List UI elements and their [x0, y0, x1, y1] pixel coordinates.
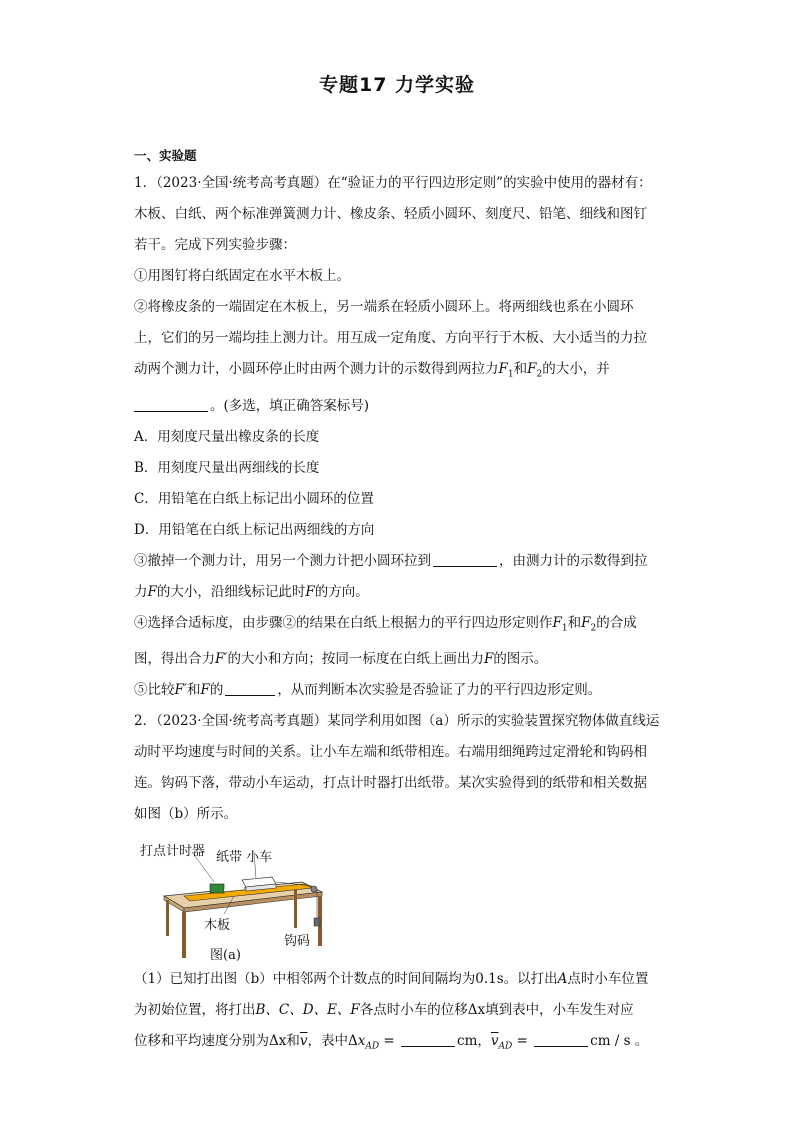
text: 动两个测力计，小圆环停止时由两个测力计的示数得到两拉力 — [134, 361, 499, 377]
answer-blank[interactable] — [225, 681, 275, 696]
force-symbol: F — [200, 682, 210, 699]
text: 力 — [134, 583, 148, 600]
force-symbol: F — [305, 583, 315, 600]
force-symbol: F — [581, 614, 591, 631]
subscript: 1 — [507, 369, 514, 380]
text: （1）已知打出图（b）中相邻两个计数点的时间间隔均为 — [134, 971, 476, 988]
q1-step2 — [134, 391, 664, 422]
velocity-symbol: $\overline{v}$ — [490, 1033, 499, 1050]
text: 的 — [209, 682, 224, 699]
q2-line: 如图（b）所示。 — [134, 806, 238, 823]
answer-blank[interactable] — [134, 397, 208, 412]
text: ④选择合适标度，由步骤②的结果在白纸上根据力的平行四边形定则作 — [134, 614, 553, 631]
subscript: 2 — [590, 623, 597, 634]
document-body — [134, 168, 664, 1063]
text: 的大小和方向；按同一标度在白纸上画出力 — [227, 651, 484, 668]
table-leg — [166, 900, 169, 936]
text: 位移和平均速度分别为Δx和 — [134, 1033, 300, 1050]
point-label: A — [557, 971, 568, 988]
text: 。以打出 — [503, 971, 558, 988]
text: 的合成 — [596, 614, 637, 631]
subscript: AD — [365, 1042, 380, 1053]
subscript: 2 — [536, 369, 543, 380]
subscript: AD — [498, 1042, 513, 1053]
force-symbol: F′ — [174, 682, 187, 699]
text: 的大小，沿细线标记此时 — [156, 583, 306, 600]
figure-caption: 图(a) — [210, 948, 241, 964]
q1-step4 — [134, 608, 664, 645]
q1-step5 — [134, 675, 664, 706]
value: 0.1s — [475, 971, 504, 988]
text: ，从而判断本次实验是否验证了力的平行四边形定则。 — [277, 682, 602, 699]
q2-part1 — [134, 1026, 664, 1063]
answer-blank[interactable] — [401, 1032, 455, 1047]
point-labels: B、C、D、E、F — [255, 1002, 360, 1019]
text: ③撤掉一个测力计，用另一个测力计把小圆环拉到 — [134, 552, 431, 569]
text: ，表中Δ — [307, 1033, 358, 1050]
q1-step2 — [134, 354, 664, 391]
hook-weight — [314, 918, 320, 926]
q1-step3 — [134, 546, 664, 577]
q1-line: 木板、白纸、两个标准弹簧测力计、橡皮条、轻质小圆环、刻度尺、铅笔、细线和图钉 — [134, 206, 647, 222]
q2-part1 — [134, 995, 664, 1026]
text: cm / s 。 — [590, 1033, 649, 1050]
text: 和 — [567, 614, 582, 631]
text: 和 — [186, 682, 201, 699]
force-symbol: F — [147, 583, 157, 600]
label-weight: 钩码 — [284, 934, 311, 950]
force-symbol: F′ — [215, 651, 228, 668]
label-tape-car: 纸带 小车 — [216, 850, 273, 866]
displacement-symbol: x — [357, 1033, 366, 1050]
force-symbol: F — [498, 361, 508, 377]
experiment-figure — [140, 834, 344, 964]
q2-line: 2．（2023·全国·统考高考真题）某同学利用如图（a）所示的实验装置探究物体做直线运 — [134, 713, 660, 730]
velocity-symbol: $\overline{v}$ — [299, 1033, 308, 1050]
q2-line: 动时平均速度与时间的关系。让小车左端和纸带相连。右端用细绳跨过定滑轮和钩码相 — [134, 744, 647, 761]
text: cm， — [457, 1033, 491, 1050]
text: 。(多选，填正确答案标号) — [210, 397, 370, 414]
force-symbol: F — [527, 361, 537, 377]
text: 的方向。 — [314, 583, 369, 600]
table-leg — [182, 912, 186, 958]
option-d: D．用铅笔在白纸上标记出两细线的方向 — [134, 521, 375, 538]
force-symbol: F — [483, 651, 494, 668]
answer-blank[interactable] — [433, 552, 497, 567]
q1-line: 若干。完成下列实验步骤： — [134, 237, 296, 253]
text: 和 — [513, 361, 528, 377]
label-board: 木板 — [204, 918, 231, 934]
label-timer: 打点计时器 — [140, 844, 206, 860]
table-leg — [294, 888, 297, 928]
page-title: 专题17 力学实验 — [318, 74, 476, 96]
q1-line: 1．（2023·全国·统考高考真题）在“验证力的平行四边形定则”的实验中使用的器材有： — [134, 175, 652, 191]
text: 的图示。 — [493, 651, 548, 668]
text: = — [512, 1033, 533, 1050]
text: ⑤比较 — [134, 682, 175, 699]
q2-line: 连。钩码下落，带动小车运动，打点计时器打出纸带。某次实验得到的纸带和相关数据 — [134, 775, 647, 792]
text: 的大小，并 — [542, 361, 610, 377]
text: 为初始位置，将打出 — [134, 1002, 256, 1019]
answer-blank[interactable] — [534, 1032, 588, 1047]
section-heading: 一、实验题 — [134, 148, 197, 163]
text: ，由测力计的示数得到拉 — [499, 552, 648, 569]
text: 点时小车位置 — [567, 971, 649, 988]
q1-step4 — [134, 644, 664, 675]
subscript: 1 — [561, 623, 568, 634]
option-b: B．用刻度尺量出两细线的长度 — [134, 459, 320, 476]
text: 图，得出合力 — [134, 651, 215, 668]
timer-device — [210, 884, 224, 893]
text: 各点时小车的位移Δx填到表中，小车发生对应 — [359, 1002, 634, 1019]
option-a: A．用刻度尺量出橡皮条的长度 — [134, 428, 320, 445]
force-symbol: F — [552, 614, 562, 631]
option-c: C．用铅笔在白纸上标记出小圆环的位置 — [134, 490, 374, 507]
q1-step3 — [134, 577, 664, 608]
q1-step1: ①用图钉将白纸固定在水平木板上。 — [134, 268, 350, 284]
pulley — [311, 886, 317, 892]
q1-step2: ②将橡皮条的一端固定在木板上，另一端系在轻质小圆环上。将两细线也系在小圆环 — [134, 299, 634, 315]
q1-step2: 上，它们的另一端均挂上测力计。用互成一定角度、方向平行于木板、大小适当的力拉 — [134, 330, 647, 346]
text: = — [379, 1033, 400, 1050]
